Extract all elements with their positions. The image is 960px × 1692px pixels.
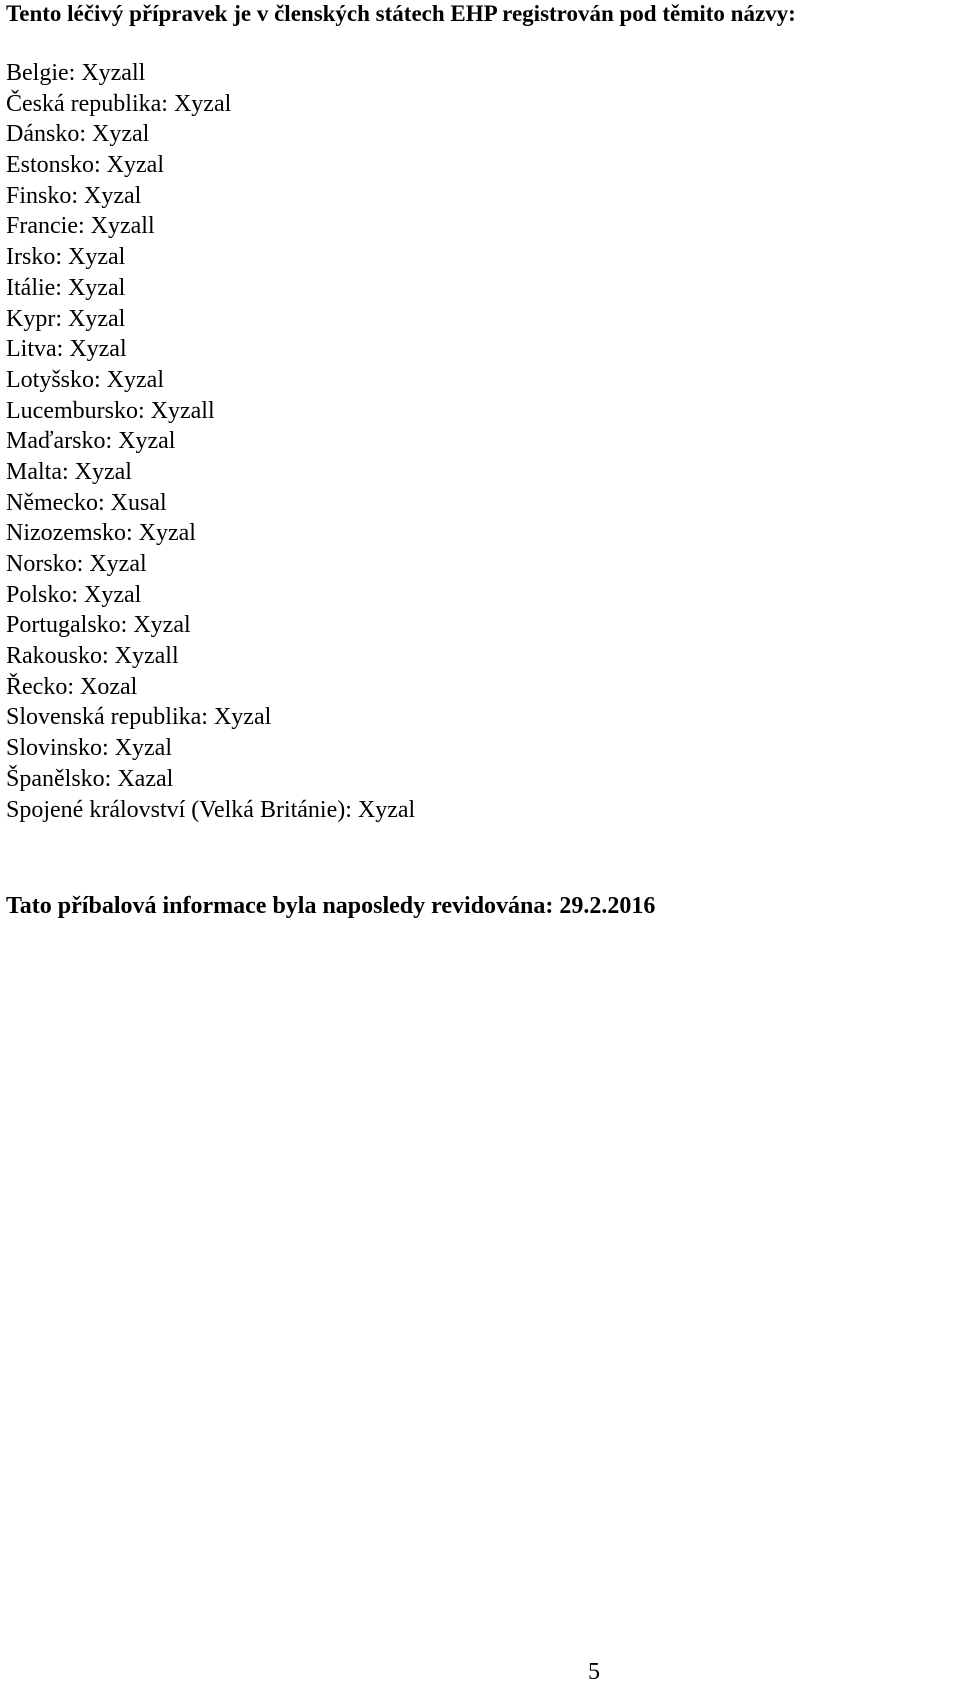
list-item: Spojené království (Velká Británie): Xyzal [6,796,416,823]
list-item: Nizozemsko: Xyzal [6,520,196,547]
list-item: Česká republika: Xyzal [6,90,232,117]
list-item: Itálie: Xyzal [6,274,126,301]
list-item: Francie: Xyzall [6,213,155,240]
list-item: Rakousko: Xyzall [6,643,179,670]
revision-date-note: Tato příbalová informace byla naposledy revidována: 29.2.2016 [6,893,656,919]
country-name-list [6,58,415,825]
list-item: Norsko: Xyzal [6,551,147,577]
registration-heading: Tento léčivý přípravek je v členských státech EHP registrován pod těmito názvy: [6,1,796,26]
list-item: Lotyšsko: Xyzal [6,366,164,393]
list-item: Kypr: Xyzal [6,305,126,332]
list-item: Belgie: Xyzall [6,60,146,86]
list-item: Irsko: Xyzal [6,244,126,271]
list-item: Estonsko: Xyzal [6,152,164,179]
list-item: Polsko: Xyzal [6,581,142,608]
list-item: Malta: Xyzal [6,458,132,485]
list-item: Řecko: Xozal [6,673,138,700]
page-number: 5 [588,1659,600,1685]
list-item: Dánsko: Xyzal [6,121,150,148]
list-item: Finsko: Xyzal [6,182,142,209]
list-item: Německo: Xusal [6,489,167,516]
list-item: Slovenská republika: Xyzal [6,704,272,731]
list-item: Španělsko: Xazal [6,765,174,792]
list-item: Lucembursko: Xyzall [6,397,215,424]
list-item: Slovinsko: Xyzal [6,735,172,762]
list-item: Portugalsko: Xyzal [6,612,191,639]
list-item: Maďarsko: Xyzal [6,428,176,455]
list-item: Litva: Xyzal [6,336,127,363]
